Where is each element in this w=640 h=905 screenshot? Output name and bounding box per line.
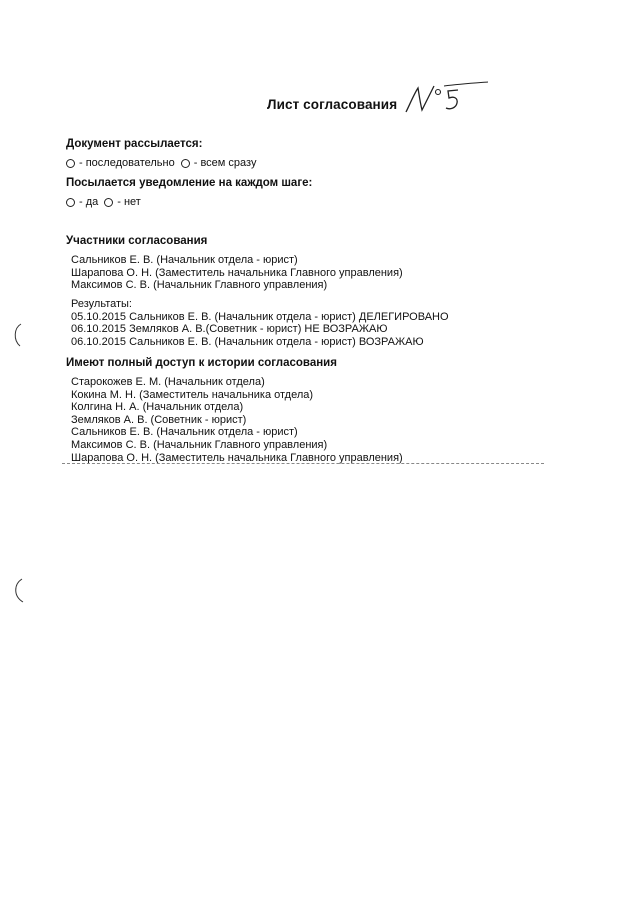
list-item: Сальников Е. В. (Начальник отдела - юрист): [71, 254, 298, 266]
dispatch-options: [66, 157, 256, 169]
notify-options: [66, 196, 141, 208]
radio-sequential[interactable]: [66, 159, 75, 168]
list-item: 05.10.2015 Сальников Е. В. (Начальник отдела - юрист) ДЕЛЕГИРОВАНО: [71, 310, 449, 323]
punch-hole-mark-upper: [10, 322, 24, 348]
results-section: [71, 298, 449, 348]
list-item: 06.10.2015 Сальников Е. В. (Начальник отдела - юрист) ВОЗРАЖАЮ: [71, 335, 424, 348]
radio-no[interactable]: [104, 198, 113, 207]
list-item: Максимов С. В. (Начальник Главного управления): [71, 438, 328, 451]
list-item: Сальников Е. В. (Начальник отдела - юрист): [71, 426, 298, 439]
list-item: Максимов С. В. (Начальник Главного управления): [71, 279, 328, 292]
notify-heading: Посылается уведомление на каждом шаге:: [66, 177, 313, 189]
access-heading: Имеют полный доступ к истории согласования: [66, 357, 337, 369]
punch-hole-mark-lower: [10, 577, 26, 605]
divider: [62, 463, 544, 464]
radio-yes[interactable]: [66, 198, 75, 207]
list-item: Шарапова О. Н. (Заместитель начальника Главного управления): [71, 451, 403, 464]
handwritten-number-annotation: [400, 80, 495, 120]
radio-sequential-label: - последовательно: [79, 157, 175, 169]
list-item: Колгина Н. А. (Начальник отдела): [71, 401, 244, 414]
list-item: Шарапова О. Н. (Заместитель начальника Главного управления): [71, 266, 403, 279]
participants-heading: Участники согласования: [66, 235, 208, 247]
radio-all-at-once-label: - всем сразу: [193, 157, 257, 169]
list-item: Земляков А. В. (Советник - юрист): [71, 413, 247, 426]
list-item: Старокожев Е. М. (Начальник отдела): [71, 376, 265, 388]
radio-no-label: - нет: [117, 196, 141, 208]
results-heading: Результаты:: [71, 298, 132, 310]
radio-yes-label: - да: [79, 196, 99, 208]
radio-all-at-once[interactable]: [181, 159, 190, 168]
dispatch-heading: Документ рассылается:: [66, 138, 203, 150]
participants-list: [71, 254, 403, 292]
list-item: 06.10.2015 Земляков А. В.(Советник - юрист) НЕ ВОЗРАЖАЮ: [71, 323, 388, 336]
list-item: Кокина М. Н. (Заместитель начальника отдела): [71, 388, 314, 401]
access-list: [71, 376, 403, 464]
page-title: Лист согласования: [267, 97, 398, 112]
